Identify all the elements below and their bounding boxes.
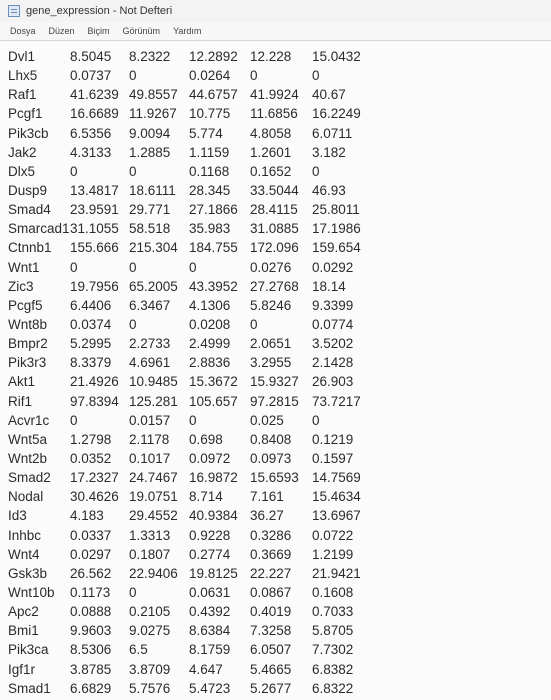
value-cell-1: 6.6829 [70, 680, 112, 696]
text-line [8, 449, 551, 468]
value-cell-4: 0.0973 [250, 450, 292, 466]
value-cell-3: 0.4392 [189, 604, 231, 620]
value-cell-5: 0.7033 [312, 604, 354, 620]
value-cell-4: 31.0885 [250, 221, 299, 237]
gene-name-cell: Bmpr2 [8, 336, 48, 352]
text-line [8, 621, 551, 640]
value-cell-5: 0.1608 [312, 584, 354, 600]
value-cell-4: 0.0867 [250, 584, 292, 600]
gene-name-cell: Id3 [8, 508, 27, 524]
value-cell-3: 44.6757 [189, 87, 238, 103]
value-cell-2: 49.8557 [129, 87, 178, 103]
value-cell-2: 11.9267 [129, 106, 177, 122]
text-line [8, 296, 551, 315]
value-cell-4: 41.9924 [250, 87, 299, 103]
notepad-icon [8, 5, 20, 17]
text-line [8, 372, 551, 391]
value-cell-1: 0 [70, 163, 78, 179]
value-cell-5: 14.7569 [312, 470, 361, 486]
value-cell-5: 3.182 [312, 144, 346, 160]
value-cell-1: 0.0352 [70, 450, 112, 466]
value-cell-3: 43.3952 [189, 278, 238, 294]
value-cell-4: 33.5044 [250, 182, 299, 198]
value-cell-1: 19.7956 [70, 278, 119, 294]
value-cell-4: 2.0651 [250, 336, 292, 352]
gene-name-cell: Akt1 [8, 374, 36, 390]
value-cell-5: 159.654 [312, 240, 361, 256]
value-cell-3: 5.774 [189, 125, 223, 141]
text-line [8, 334, 551, 353]
value-cell-2: 4.6961 [129, 355, 171, 371]
value-cell-1: 8.5045 [70, 49, 112, 64]
value-cell-4: 0.1652 [250, 163, 292, 179]
value-cell-1: 41.6239 [70, 87, 119, 103]
value-cell-2: 125.281 [129, 393, 178, 409]
value-cell-4: 5.8246 [250, 297, 292, 313]
text-line [8, 162, 551, 181]
value-cell-3: 8.714 [189, 489, 223, 505]
value-cell-2: 9.0094 [129, 125, 171, 141]
gene-name-cell: Bmi1 [8, 623, 39, 639]
value-cell-5: 0.1219 [312, 431, 354, 447]
value-cell-5: 21.9421 [312, 565, 361, 581]
value-cell-1: 16.6689 [70, 106, 119, 122]
value-cell-5: 16.2249 [312, 106, 361, 122]
gene-name-cell: Pik3ca [8, 642, 49, 658]
text-line [8, 353, 551, 372]
value-cell-2: 0.0157 [129, 412, 171, 428]
value-cell-3: 8.1759 [189, 642, 231, 658]
value-cell-4: 0 [250, 316, 258, 332]
text-line [8, 679, 551, 698]
value-cell-2: 19.0751 [129, 489, 178, 505]
value-cell-1: 31.1055 [70, 221, 119, 237]
value-cell-2: 65.2005 [129, 278, 178, 294]
gene-name-cell: Smad2 [8, 470, 51, 486]
value-cell-5: 0 [312, 412, 320, 428]
value-cell-2: 2.1178 [129, 431, 170, 447]
value-cell-5: 0.1597 [312, 450, 354, 466]
text-line [8, 124, 551, 143]
value-cell-3: 27.1866 [189, 202, 238, 218]
value-cell-3: 15.3672 [189, 374, 238, 390]
value-cell-3: 0.0208 [189, 316, 231, 332]
value-cell-5: 6.8322 [312, 680, 354, 696]
value-cell-3: 12.2892 [189, 49, 238, 64]
value-cell-2: 1.2885 [129, 144, 171, 160]
value-cell-1: 0 [70, 259, 78, 275]
value-cell-3: 40.9384 [189, 508, 238, 524]
value-cell-4: 6.0507 [250, 642, 292, 658]
text-line [8, 143, 551, 162]
text-line [8, 238, 551, 257]
value-cell-2: 0.1807 [129, 546, 171, 562]
title-bar[interactable] [0, 0, 551, 22]
value-cell-3: 10.775 [189, 106, 231, 122]
value-cell-4: 15.6593 [250, 470, 299, 486]
gene-name-cell: Dlx5 [8, 163, 36, 179]
value-cell-5: 0 [312, 68, 320, 84]
value-cell-3: 35.983 [189, 221, 231, 237]
value-cell-4: 172.096 [250, 240, 299, 256]
value-cell-2: 9.0275 [129, 623, 171, 639]
value-cell-1: 1.2798 [70, 431, 112, 447]
value-cell-3: 105.657 [189, 393, 238, 409]
value-cell-3: 0.0972 [189, 450, 231, 466]
gene-name-cell: Igf1r [8, 661, 36, 677]
value-cell-1: 26.562 [70, 565, 112, 581]
value-cell-5: 18.14 [312, 278, 346, 294]
text-line [8, 66, 551, 85]
value-cell-2: 6.3467 [129, 297, 171, 313]
value-cell-2: 18.6111 [129, 182, 176, 198]
value-cell-2: 0 [129, 316, 137, 332]
value-cell-4: 0.025 [250, 412, 284, 428]
value-cell-4: 0.3669 [250, 546, 292, 562]
value-cell-5: 40.67 [312, 87, 346, 103]
value-cell-5: 0.0722 [312, 527, 354, 543]
value-cell-2: 0 [129, 68, 137, 84]
gene-name-cell: Inhbc [8, 527, 42, 543]
value-cell-5: 0 [312, 163, 320, 179]
value-cell-1: 8.3379 [70, 355, 112, 371]
text-editor-area[interactable] [0, 41, 551, 700]
value-cell-2: 8.2322 [129, 49, 171, 64]
text-line [8, 640, 551, 659]
value-cell-2: 22.9406 [129, 565, 178, 581]
value-cell-2: 1.3313 [129, 527, 171, 543]
value-cell-2: 58.518 [129, 221, 171, 237]
gene-name-cell: Nodal [8, 489, 44, 505]
value-cell-2: 10.9485 [129, 374, 178, 390]
value-cell-3: 0.9228 [189, 527, 231, 543]
value-cell-3: 2.4999 [189, 336, 231, 352]
value-cell-1: 0.0888 [70, 604, 112, 620]
text-line [8, 487, 551, 506]
value-cell-5: 3.5202 [312, 336, 354, 352]
value-cell-1: 0.0337 [70, 527, 112, 543]
value-cell-2: 0 [129, 259, 137, 275]
value-cell-5: 73.7217 [312, 393, 361, 409]
value-cell-4: 12.228 [250, 49, 292, 64]
value-cell-2: 0.2105 [129, 604, 171, 620]
text-line [8, 506, 551, 525]
gene-name-cell: Rif1 [8, 393, 33, 409]
window-title: gene_expression - Not Defteri [26, 5, 173, 17]
text-line [8, 602, 551, 621]
menu-format[interactable]: Biçim [87, 26, 110, 36]
value-cell-5: 13.6967 [312, 508, 361, 524]
value-cell-3: 0.698 [189, 431, 223, 447]
menu-help[interactable]: Yardım [173, 26, 202, 36]
gene-name-cell: Wnt4 [8, 546, 40, 562]
text-line [8, 564, 551, 583]
text-line [8, 85, 551, 104]
value-cell-1: 0.1173 [70, 584, 111, 600]
value-cell-4: 7.3258 [250, 623, 292, 639]
text-line [8, 660, 551, 679]
text-line [8, 258, 551, 277]
value-cell-4: 97.2815 [250, 393, 299, 409]
value-cell-1: 6.4406 [70, 297, 112, 313]
value-cell-5: 0.0292 [312, 259, 354, 275]
value-cell-1: 0.0374 [70, 316, 112, 332]
gene-name-cell: Smad4 [8, 202, 51, 218]
text-line [8, 47, 551, 66]
value-cell-1: 6.5356 [70, 125, 112, 141]
value-cell-1: 0 [70, 412, 78, 428]
value-cell-5: 1.2199 [312, 546, 354, 562]
value-cell-4: 0 [250, 68, 258, 84]
gene-name-cell: Wnt2b [8, 450, 48, 466]
gene-name-cell: Lhx5 [8, 68, 38, 84]
gene-name-cell: Acvr1c [8, 412, 50, 428]
value-cell-3: 4.1306 [189, 297, 231, 313]
gene-name-cell: Pcgf1 [8, 106, 43, 122]
value-cell-2: 0.1017 [129, 450, 171, 466]
value-cell-2: 2.2733 [129, 336, 171, 352]
value-cell-1: 17.2327 [70, 470, 119, 486]
value-cell-5: 5.8705 [312, 623, 354, 639]
text-line [8, 411, 551, 430]
value-cell-1: 5.2995 [70, 336, 112, 352]
value-cell-4: 0.0276 [250, 259, 292, 275]
gene-name-cell: Smad1 [8, 680, 51, 696]
value-cell-3: 0.1168 [189, 163, 230, 179]
value-cell-4: 7.161 [250, 489, 284, 505]
value-cell-1: 3.8785 [70, 661, 112, 677]
text-line [8, 430, 551, 449]
menu-view[interactable]: Görünüm [122, 26, 161, 36]
gene-name-cell: Pcgf5 [8, 297, 43, 313]
text-line [8, 583, 551, 602]
value-cell-1: 0.0737 [70, 68, 112, 84]
value-cell-1: 30.4626 [70, 489, 119, 505]
gene-name-cell: Jak2 [8, 144, 37, 160]
value-cell-2: 0 [129, 584, 137, 600]
value-cell-2: 6.5 [129, 642, 148, 658]
value-cell-4: 3.2955 [250, 355, 292, 371]
gene-name-cell: Wnt5a [8, 431, 48, 447]
gene-name-cell: Dvl1 [8, 49, 36, 64]
value-cell-2: 24.7467 [129, 470, 178, 486]
value-cell-5: 15.0432 [312, 49, 361, 64]
value-cell-3: 0 [189, 259, 197, 275]
gene-name-cell: Pik3r3 [8, 355, 47, 371]
gene-name-cell: Pik3cb [8, 125, 49, 141]
text-line [8, 181, 551, 200]
gene-name-cell: Gsk3b [8, 565, 48, 581]
gene-name-cell: Smarcad1 [8, 221, 70, 237]
text-line [8, 200, 551, 219]
value-cell-2: 215.304 [129, 240, 178, 256]
gene-name-cell: Dusp9 [8, 182, 48, 198]
gene-name-cell: Apc2 [8, 604, 39, 620]
value-cell-4: 28.4115 [250, 202, 298, 218]
text-line [8, 315, 551, 334]
value-cell-1: 8.5306 [70, 642, 112, 658]
value-cell-3: 8.6384 [189, 623, 231, 639]
value-cell-4: 11.6856 [250, 106, 298, 122]
value-cell-2: 29.4552 [129, 508, 178, 524]
value-cell-3: 1.1159 [189, 144, 230, 160]
value-cell-1: 4.183 [70, 508, 104, 524]
value-cell-2: 3.8709 [129, 661, 171, 677]
value-cell-1: 4.3133 [70, 144, 112, 160]
value-cell-1: 13.4817 [70, 182, 119, 198]
gene-name-cell: Wnt8b [8, 316, 48, 332]
text-line [8, 104, 551, 123]
value-cell-1: 0.0297 [70, 546, 112, 562]
value-cell-1: 155.666 [70, 240, 119, 256]
text-line [8, 526, 551, 545]
menu-edit[interactable]: Düzen [48, 26, 75, 36]
value-cell-1: 23.9591 [70, 202, 119, 218]
value-cell-1: 97.8394 [70, 393, 119, 409]
value-cell-3: 28.345 [189, 182, 231, 198]
value-cell-3: 19.8125 [189, 565, 238, 581]
value-cell-4: 27.2768 [250, 278, 299, 294]
value-cell-5: 6.8382 [312, 661, 354, 677]
menu-bar [0, 22, 551, 41]
value-cell-4: 36.27 [250, 508, 284, 524]
value-cell-4: 15.9327 [250, 374, 299, 390]
value-cell-4: 5.4665 [250, 661, 292, 677]
gene-name-cell: Ctnnb1 [8, 240, 52, 256]
value-cell-3: 0.2774 [189, 546, 231, 562]
text-line [8, 277, 551, 296]
value-cell-4: 22.227 [250, 565, 292, 581]
value-cell-5: 6.0711 [312, 125, 353, 141]
gene-name-cell: Wnt10b [8, 584, 55, 600]
value-cell-5: 9.3399 [312, 297, 354, 313]
value-cell-1: 9.9603 [70, 623, 112, 639]
value-cell-5: 15.4634 [312, 489, 361, 505]
value-cell-4: 1.2601 [250, 144, 292, 160]
text-line [8, 468, 551, 487]
text-line [8, 545, 551, 564]
value-cell-3: 5.4723 [189, 680, 231, 696]
value-cell-5: 2.1428 [312, 355, 354, 371]
value-cell-5: 0.0774 [312, 316, 354, 332]
gene-name-cell: Raf1 [8, 87, 37, 103]
value-cell-2: 29.771 [129, 202, 171, 218]
value-cell-3: 0.0264 [189, 68, 231, 84]
value-cell-3: 0 [189, 412, 197, 428]
value-cell-1: 21.4926 [70, 374, 119, 390]
text-line [8, 219, 551, 238]
value-cell-5: 46.93 [312, 182, 346, 198]
value-cell-5: 7.7302 [312, 642, 354, 658]
menu-file[interactable]: Dosya [10, 26, 36, 36]
value-cell-5: 26.903 [312, 374, 354, 390]
value-cell-3: 16.9872 [189, 470, 238, 486]
value-cell-4: 0.3286 [250, 527, 292, 543]
value-cell-2: 5.7576 [129, 680, 171, 696]
value-cell-3: 2.8836 [189, 355, 231, 371]
value-cell-3: 184.755 [189, 240, 238, 256]
value-cell-2: 0 [129, 163, 137, 179]
value-cell-3: 4.647 [189, 661, 223, 677]
gene-name-cell: Zic3 [8, 278, 34, 294]
value-cell-5: 17.1986 [312, 221, 361, 237]
value-cell-5: 25.8011 [312, 202, 360, 218]
value-cell-4: 0.8408 [250, 431, 292, 447]
value-cell-4: 5.2677 [250, 680, 292, 696]
value-cell-4: 4.8058 [250, 125, 292, 141]
text-line [8, 392, 551, 411]
value-cell-4: 0.4019 [250, 604, 292, 620]
value-cell-3: 0.0631 [189, 584, 231, 600]
gene-name-cell: Wnt1 [8, 259, 40, 275]
